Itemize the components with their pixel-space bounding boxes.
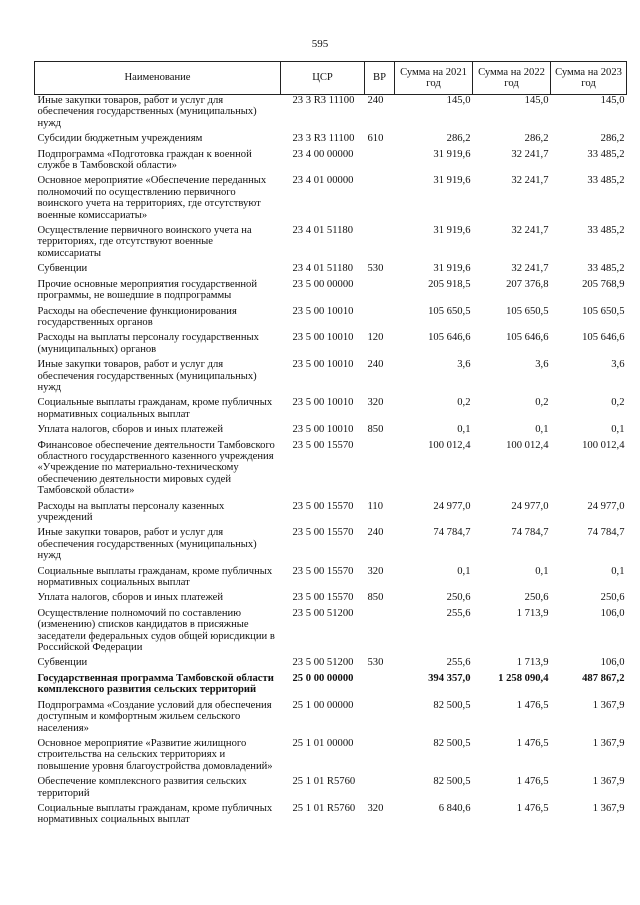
row-vr — [365, 738, 395, 776]
row-sum-2021: 74 784,7 — [433, 527, 471, 539]
row-sum-2022: 1 476,5 — [516, 776, 549, 788]
table-row — [35, 133, 627, 148]
row-csr: 23 5 00 10010 — [292, 305, 354, 317]
row-name: Основное мероприятие «Обеспечение переданных полномочий по осуществлению первичного воинского учета на территориях, где отсутствуют военные комиссариаты» — [37, 175, 267, 221]
row-sum-2021: 0,1 — [457, 424, 471, 436]
table-row — [35, 501, 627, 528]
row-name: Расходы на выплаты персоналу казенных учреждений — [37, 500, 225, 523]
row-sum-2022: 0,2 — [535, 397, 549, 409]
table-row — [35, 776, 627, 803]
row-csr: 23 4 01 51180 — [292, 263, 354, 275]
header-sum-2023: Сумма на 2023 год — [551, 62, 627, 95]
row-sum-2022: 1 713,9 — [516, 657, 549, 669]
table-row — [35, 608, 627, 658]
row-sum-2021: 31 919,6 — [433, 225, 471, 237]
row-vr: 240 — [367, 95, 384, 106]
row-vr — [365, 175, 395, 225]
table-row — [35, 803, 627, 830]
table-row — [35, 263, 627, 278]
row-sum-2021: 0,2 — [457, 397, 471, 409]
row-csr: 25 1 01 00000 — [292, 737, 354, 749]
row-sum-2023: 205 768,9 — [582, 278, 625, 290]
row-sum-2022: 1 713,9 — [516, 607, 549, 619]
row-sum-2022: 286,2 — [524, 133, 549, 145]
row-csr: 25 1 00 00000 — [292, 699, 354, 711]
row-vr: 240 — [367, 527, 384, 539]
row-sum-2022: 1 258 090,4 — [498, 672, 549, 684]
row-name: Осуществление полномочий по составлению (изменению) списков кандидатов в присяжные заседатели федеральных судов общей юрисдикции в Российской Федерации — [37, 607, 275, 654]
row-sum-2022: 1 476,5 — [516, 699, 549, 711]
row-csr: 23 5 00 10010 — [292, 397, 354, 409]
table-row — [35, 359, 627, 397]
header-csr: ЦСР — [281, 62, 365, 95]
row-name: Финансовое обеспечение деятельности Тамбовского областного государственного казенного учреждения «Учреждение по материально-техническому обеспечению деятельности мировых судей Тамбовской области» — [37, 439, 275, 497]
table-row — [35, 332, 627, 359]
row-name: Расходы на выплаты персоналу государственных (муниципальных) органов — [37, 332, 259, 355]
row-vr — [365, 673, 395, 700]
row-vr — [365, 225, 395, 263]
table-row — [35, 397, 627, 424]
page-number: 595 — [311, 38, 329, 50]
row-vr: 850 — [367, 424, 384, 436]
row-sum-2021: 250,6 — [446, 592, 471, 604]
header-sum-2022: Сумма на 2022 год — [473, 62, 551, 95]
row-sum-2022: 32 241,7 — [511, 175, 549, 187]
table-row — [35, 306, 627, 333]
row-sum-2021: 205 918,5 — [428, 278, 471, 290]
row-sum-2021: 31 919,6 — [433, 148, 471, 160]
row-name: Основное мероприятие «Развитие жилищного строительства на сельских территориях и повышение уровня благоустройства домовладений» — [37, 737, 273, 772]
row-csr: 23 5 00 10010 — [292, 424, 354, 436]
row-name: Подпрограмма «Создание условий для обеспечения доступным и комфортным жильем сельского населения» — [37, 699, 272, 734]
row-csr: 23 5 00 10010 — [292, 359, 354, 371]
row-vr — [365, 149, 395, 176]
row-sum-2021: 31 919,6 — [433, 263, 471, 275]
row-name: Иные закупки товаров, работ и услуг для обеспечения государственных (муниципальных) нужд — [37, 95, 257, 129]
table-row — [35, 424, 627, 439]
row-name: Уплата налогов, сборов и иных платежей — [37, 592, 224, 604]
row-vr: 120 — [367, 332, 384, 344]
row-sum-2021: 394 357,0 — [428, 672, 471, 684]
row-sum-2021: 6 840,6 — [438, 802, 471, 814]
row-name: Социальные выплаты гражданам, кроме публичных нормативных социальных выплат — [37, 565, 273, 589]
table-row — [35, 566, 627, 593]
row-sum-2022: 0,1 — [535, 565, 549, 577]
row-vr — [365, 776, 395, 803]
row-csr: 23 5 00 15570 — [292, 592, 354, 604]
row-sum-2021: 100 012,4 — [428, 439, 471, 451]
table-row — [35, 592, 627, 607]
row-csr: 23 5 00 00000 — [292, 278, 354, 290]
row-vr: 320 — [367, 565, 384, 577]
row-sum-2023: 286,2 — [600, 133, 625, 145]
row-csr: 23 5 00 15570 — [292, 527, 354, 539]
row-sum-2023: 24 977,0 — [587, 500, 625, 512]
row-sum-2023: 487 867,2 — [582, 672, 625, 684]
row-sum-2023: 33 485,2 — [587, 225, 625, 237]
row-csr: 23 5 00 15570 — [292, 500, 354, 512]
row-vr: 610 — [367, 133, 384, 145]
row-sum-2022: 74 784,7 — [511, 527, 549, 539]
row-name: Иные закупки товаров, работ и услуг для обеспечения государственных (муниципальных) нужд — [37, 359, 257, 393]
row-sum-2022: 250,6 — [524, 592, 549, 604]
row-sum-2023: 145,0 — [600, 95, 625, 106]
row-vr: 530 — [367, 263, 384, 275]
row-sum-2023: 100 012,4 — [582, 439, 625, 451]
row-csr: 23 5 00 51200 — [292, 607, 354, 619]
row-csr: 23 3 R3 11100 — [292, 95, 355, 106]
row-sum-2023: 1 367,9 — [592, 737, 625, 749]
row-sum-2022: 100 012,4 — [506, 439, 549, 451]
table-header-row — [35, 62, 627, 95]
row-sum-2022: 32 241,7 — [511, 263, 549, 275]
table-row — [35, 657, 627, 672]
table-row — [35, 440, 627, 501]
row-sum-2023: 106,0 — [600, 657, 625, 669]
table-row — [35, 175, 627, 225]
row-sum-2023: 1 367,9 — [592, 802, 625, 814]
row-sum-2021: 82 500,5 — [433, 699, 471, 711]
row-name: Уплата налогов, сборов и иных платежей — [37, 424, 224, 436]
row-name: Прочие основные мероприятия государственной программы, не вошедшие в подпрограммы — [37, 278, 258, 302]
row-vr: 530 — [367, 657, 384, 669]
row-vr: 320 — [367, 397, 384, 409]
row-sum-2021: 105 650,5 — [428, 305, 471, 317]
row-csr: 23 4 01 00000 — [292, 175, 354, 187]
table-row — [35, 95, 627, 134]
row-vr: 240 — [367, 359, 384, 371]
row-name: Расходы на обеспечение функционирования государственных органов — [37, 305, 237, 328]
row-sum-2021: 82 500,5 — [433, 776, 471, 788]
row-sum-2021: 286,2 — [446, 133, 471, 145]
row-sum-2023: 33 485,2 — [587, 175, 625, 187]
row-sum-2022: 207 376,8 — [506, 278, 549, 290]
table-row — [35, 738, 627, 776]
row-vr — [365, 440, 395, 501]
row-sum-2022: 105 646,6 — [506, 332, 549, 344]
row-name: Подпрограмма «Подготовка граждан к военной службе в Тамбовской области» — [37, 148, 252, 172]
row-sum-2023: 250,6 — [600, 592, 625, 604]
header-sum-2021: Сумма на 2021 год — [395, 62, 473, 95]
table-row — [35, 673, 627, 700]
row-csr: 25 1 01 R5760 — [292, 802, 356, 814]
row-sum-2022: 24 977,0 — [511, 500, 549, 512]
table-row — [35, 527, 627, 565]
table-row — [35, 700, 627, 738]
row-name: Социальные выплаты гражданам, кроме публичных нормативных социальных выплат — [37, 802, 273, 826]
row-sum-2021: 145,0 — [446, 95, 471, 106]
row-sum-2023: 33 485,2 — [587, 148, 625, 160]
row-sum-2022: 1 476,5 — [516, 737, 549, 749]
row-csr: 23 4 01 51180 — [292, 225, 354, 237]
row-vr: 110 — [367, 500, 383, 512]
row-name: Субвенции — [37, 657, 88, 669]
row-name: Иные закупки товаров, работ и услуг для обеспечения государственных (муниципальных) нужд — [37, 527, 257, 562]
row-vr — [365, 608, 395, 658]
row-sum-2023: 1 367,9 — [592, 776, 625, 788]
row-csr: 25 1 01 R5760 — [292, 776, 356, 788]
row-vr — [365, 306, 395, 333]
row-csr: 23 3 R3 11100 — [292, 133, 355, 145]
row-sum-2023: 33 485,2 — [587, 263, 625, 275]
row-csr: 23 4 00 00000 — [292, 148, 354, 160]
row-csr: 23 5 00 15570 — [292, 565, 354, 577]
row-sum-2023: 106,0 — [600, 607, 625, 619]
header-name: Наименование — [35, 62, 281, 95]
row-sum-2021: 82 500,5 — [433, 737, 471, 749]
row-sum-2023: 1 367,9 — [592, 699, 625, 711]
row-name: Социальные выплаты гражданам, кроме публичных нормативных социальных выплат — [37, 397, 273, 420]
row-name: Субвенции — [37, 263, 88, 275]
row-sum-2021: 24 977,0 — [433, 500, 471, 512]
row-sum-2022: 1 476,5 — [516, 802, 549, 814]
table-body — [35, 95, 627, 830]
row-vr: 320 — [367, 802, 384, 814]
table-row — [35, 149, 627, 176]
row-sum-2022: 3,6 — [535, 359, 549, 371]
row-vr — [365, 700, 395, 738]
row-sum-2023: 105 650,5 — [582, 305, 625, 317]
table-row — [35, 279, 627, 306]
table-row — [35, 225, 627, 263]
row-vr: 850 — [367, 592, 384, 604]
row-sum-2022: 32 241,7 — [511, 225, 549, 237]
row-name: Обеспечение комплексного развития сельских территорий — [37, 776, 247, 799]
row-csr: 23 5 00 15570 — [292, 439, 354, 451]
row-name: Государственная программа Тамбовской области комплексного развития сельских территорий — [37, 672, 274, 696]
row-vr — [365, 279, 395, 306]
row-csr: 25 0 00 00000 — [292, 672, 354, 684]
row-sum-2021: 3,6 — [457, 359, 471, 371]
row-sum-2023: 0,1 — [611, 424, 625, 436]
row-sum-2021: 0,1 — [457, 565, 471, 577]
row-sum-2021: 255,6 — [446, 607, 471, 619]
row-sum-2022: 0,1 — [535, 424, 549, 436]
row-csr: 23 5 00 51200 — [292, 657, 354, 669]
row-sum-2021: 255,6 — [446, 657, 471, 669]
budget-table — [34, 61, 627, 830]
row-sum-2022: 105 650,5 — [506, 305, 549, 317]
row-sum-2023: 0,1 — [611, 565, 625, 577]
row-sum-2023: 3,6 — [611, 359, 625, 371]
row-sum-2023: 105 646,6 — [582, 332, 625, 344]
row-sum-2021: 31 919,6 — [433, 175, 471, 187]
header-vr: ВР — [365, 62, 395, 95]
row-sum-2022: 32 241,7 — [511, 148, 549, 160]
row-name: Субсидии бюджетным учреждениям — [37, 133, 203, 145]
row-name: Осуществление первичного воинского учета на территориях, где отсутствуют военные комиссариаты — [37, 225, 252, 259]
row-sum-2021: 105 646,6 — [428, 332, 471, 344]
row-sum-2023: 0,2 — [611, 397, 625, 409]
row-csr: 23 5 00 10010 — [292, 332, 354, 344]
row-sum-2023: 74 784,7 — [587, 527, 625, 539]
row-sum-2022: 145,0 — [524, 95, 549, 106]
